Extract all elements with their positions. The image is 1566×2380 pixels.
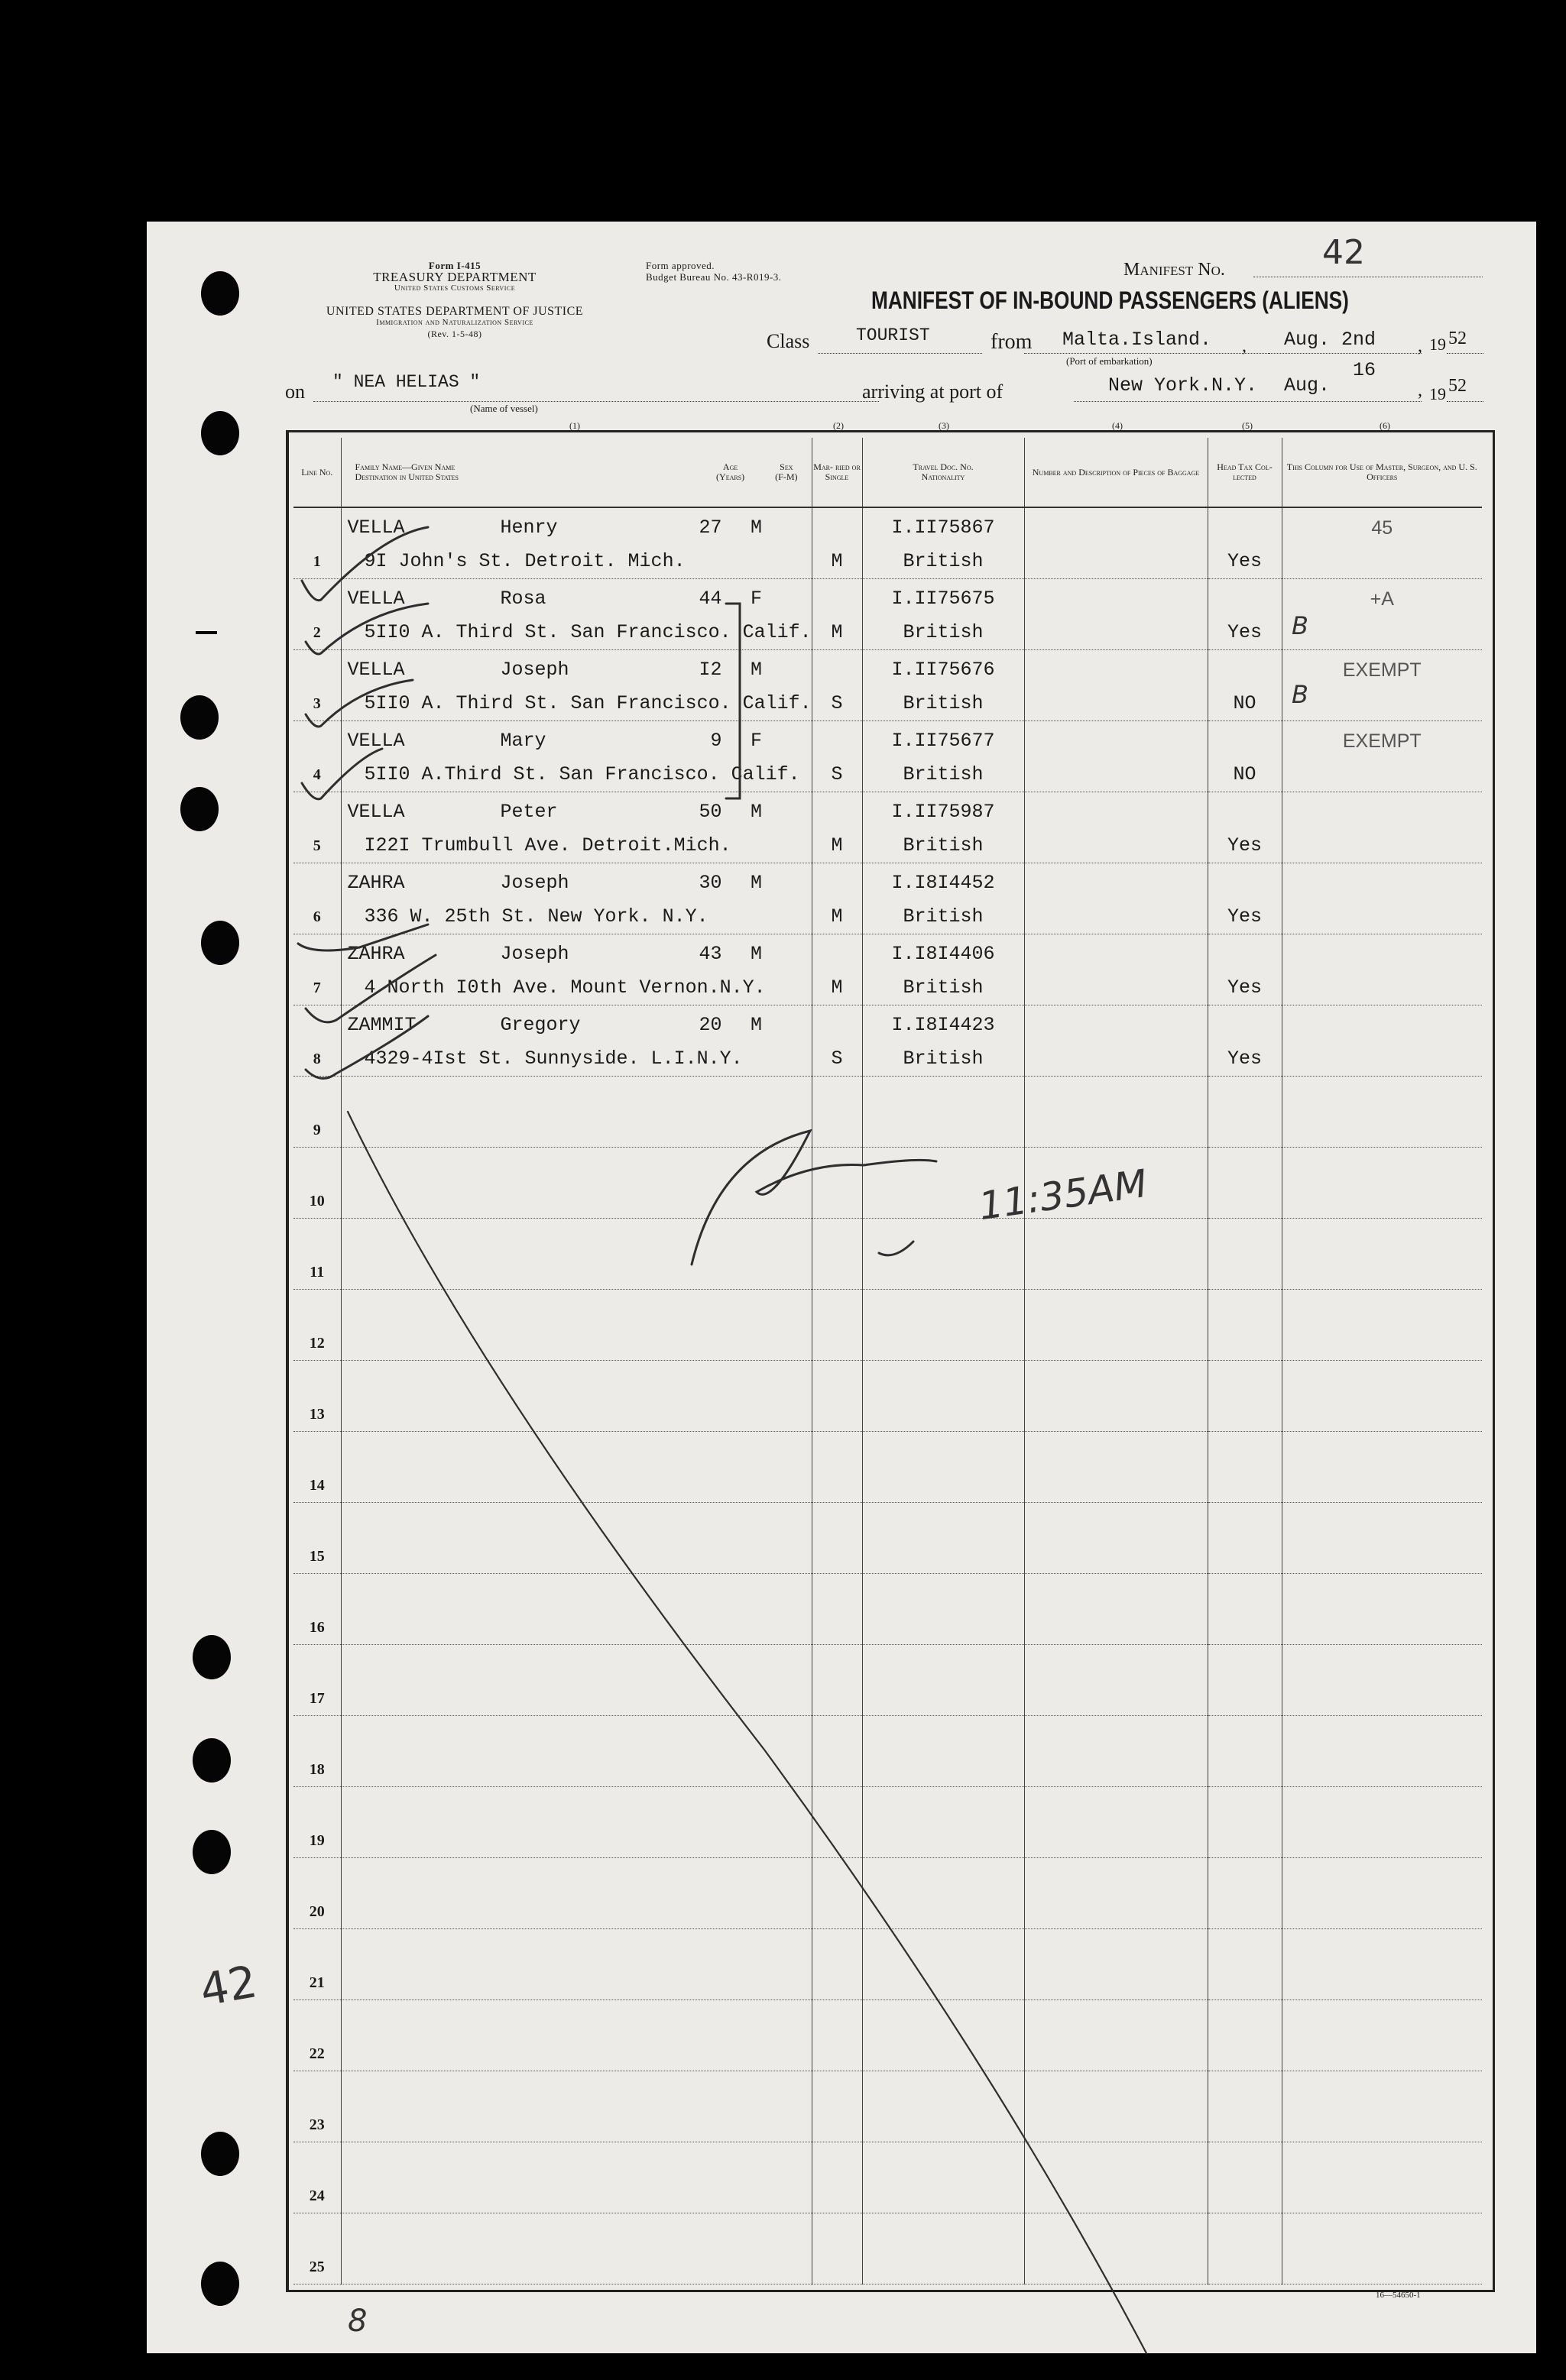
cell-age: 43 (699, 943, 722, 965)
from-value: Malta.Island. (1062, 329, 1212, 351)
manifest-no-label: Manifest No. (1123, 260, 1225, 280)
cell-given: Joseph (500, 659, 569, 681)
cell-doc: I.II75987 (891, 801, 995, 823)
check-mark (306, 604, 428, 654)
cell-dest: 9I John's St. Detroit. Mich. (364, 550, 686, 572)
revision-label: (Rev. 1-5-48) (427, 329, 482, 339)
arrival-year: 52 (1448, 376, 1467, 396)
cell-sex: M (750, 516, 762, 539)
cell-sex: F (750, 588, 762, 610)
cell-line: 4 (313, 766, 321, 783)
cell-line: 16 (309, 1619, 325, 1636)
year-prefix: 19 (1429, 335, 1446, 354)
cell-line: 3 (313, 695, 321, 712)
cell-line: 1 (313, 553, 321, 570)
treasury-label: TREASURY DEPARTMENT (373, 270, 537, 284)
bracket (726, 604, 740, 798)
cell-given: Rosa (500, 588, 546, 610)
cell-surname: VELLA (347, 730, 405, 752)
customs-label: United States Customs Service (394, 283, 516, 293)
cell-line: 12 (309, 1335, 325, 1352)
signature (692, 1131, 936, 1264)
on-label: on (285, 380, 305, 403)
cell-doc: I.II75677 (891, 730, 995, 752)
cell-nat: British (903, 1048, 984, 1070)
cell-dest: 4329-4Ist St. Sunnyside. L.I.N.Y. (364, 1048, 743, 1070)
approved-label: Form approved. (646, 260, 715, 271)
cell-age: 20 (699, 1014, 722, 1036)
cell-off: EXEMPT (1342, 659, 1422, 681)
cell-sex: F (750, 730, 762, 752)
check-mark (298, 924, 428, 950)
arrival-port: New York.N.Y. (1108, 374, 1258, 397)
cell-sex: M (750, 659, 762, 681)
tax-mark-b: B (1292, 611, 1308, 640)
col-num-4: (4) (1112, 420, 1123, 431)
cell-line: 19 (309, 1832, 325, 1849)
check-mark (306, 680, 413, 727)
year-prefix-2: 19 (1429, 384, 1446, 403)
from-label: from (991, 330, 1033, 354)
cell-surname: VELLA (347, 801, 405, 823)
cell-ms: M (831, 550, 843, 572)
col-header-name-label: Family Name—Given Name (355, 461, 456, 472)
cell-line: 20 (309, 1903, 325, 1920)
cell-nat: British (903, 550, 984, 572)
cell-age: 44 (699, 588, 722, 610)
cell-ms: S (831, 692, 843, 714)
tax-mark-b: B (1292, 680, 1308, 709)
check-mark (306, 955, 436, 1022)
col-header-age: Age (722, 461, 738, 472)
form-number: Form I-415 (428, 260, 481, 271)
cell-line: 24 (309, 2187, 325, 2204)
budget-label: Budget Bureau No. 43-R019-3. (646, 271, 782, 283)
col-num-3: (3) (939, 420, 949, 431)
arrival-month: Aug. (1284, 374, 1331, 397)
col-num-6: (6) (1380, 420, 1390, 431)
departure-year: 52 (1448, 329, 1467, 348)
vessel-caption: (Name of vessel) (470, 403, 538, 414)
cell-given: Gregory (500, 1014, 581, 1036)
cell-off: +A (1370, 588, 1394, 610)
cell-line: 15 (309, 1548, 325, 1565)
cell-line: 10 (309, 1193, 325, 1209)
col-header-officers: This Column for Use of Master, Surgeon, and U. S. Officers (1282, 438, 1482, 507)
cell-line: 25 (309, 2259, 325, 2275)
cell-line: 23 (309, 2116, 325, 2133)
manifest-no-value: 42 (1322, 233, 1365, 272)
cell-sex: M (750, 943, 762, 965)
cell-surname: ZAHRA (347, 872, 405, 894)
cell-given: Peter (500, 801, 558, 823)
page-bottom-mark: 8 (348, 2304, 368, 2339)
cell-tax: Yes (1227, 834, 1262, 856)
cell-line: 21 (309, 1974, 325, 1991)
cell-surname: VELLA (347, 588, 405, 610)
col-num-5: (5) (1242, 420, 1253, 431)
cell-ms: S (831, 763, 843, 785)
cell-line: 7 (313, 980, 321, 996)
cell-nat: British (903, 834, 984, 856)
col-header-baggage: Number and Description of Pieces of Baggage (1024, 438, 1208, 507)
cell-tax: Yes (1227, 621, 1262, 643)
cell-age: 27 (699, 516, 722, 539)
cell-dest: 4 North I0th Ave. Mount Vernon.N.Y. (364, 976, 766, 999)
cell-nat: British (903, 976, 984, 999)
cell-age: I2 (699, 659, 722, 681)
cell-doc: I.I8I4423 (891, 1014, 995, 1036)
arrival-day: 16 (1353, 359, 1376, 381)
cell-age: 30 (699, 872, 722, 894)
cell-given: Mary (500, 730, 546, 752)
col-header-headtax: Head Tax Col- lected (1208, 438, 1282, 507)
cell-dest: 5II0 A. Third St. San Francisco. Calif. (364, 621, 812, 643)
cell-off: 45 (1371, 517, 1393, 539)
cell-doc: I.I8I4452 (891, 872, 995, 894)
col-header-sex-unit: (F-M) (775, 471, 798, 482)
check-mark (306, 1016, 428, 1078)
cell-doc: I.II75676 (891, 659, 995, 681)
col-num-1: (1) (569, 420, 580, 431)
cell-line: 17 (309, 1690, 325, 1707)
col-header-married: Mar- ried or Single (812, 438, 862, 507)
col-header-travel: Travel Doc. No. Nationality (862, 438, 1024, 507)
port-embark-caption: (Port of embarkation) (1066, 355, 1153, 367)
justice-label: UNITED STATES DEPARTMENT OF JUSTICE (326, 305, 584, 318)
col-header-line: Line No. (293, 438, 341, 507)
cell-tax: NO (1233, 763, 1256, 785)
time-note: 11:35AM (976, 1161, 1150, 1229)
margin-number: 42 (196, 1955, 261, 2016)
cell-surname: ZAHRA (347, 943, 405, 965)
cell-dest: 5II0 A.Third St. San Francisco. Calif. (364, 763, 800, 785)
cell-nat: British (903, 763, 984, 785)
cell-line: 8 (313, 1051, 321, 1067)
footer-code: 16—54650-1 (1376, 2291, 1421, 2300)
cell-doc: I.I8I4406 (891, 943, 995, 965)
cell-line: 2 (313, 624, 321, 641)
cell-sex: M (750, 872, 762, 894)
cell-line: 13 (309, 1406, 325, 1423)
cell-surname: ZAMMIT (347, 1014, 417, 1036)
cell-line: 6 (313, 908, 321, 925)
cell-tax: Yes (1227, 550, 1262, 572)
cell-surname: VELLA (347, 516, 405, 539)
cell-nat: British (903, 905, 984, 928)
col-header-dest-label: Destination in United States (355, 471, 459, 482)
col-num-2: (2) (833, 420, 844, 431)
cell-sex: M (750, 1014, 762, 1036)
cell-sex: M (750, 801, 762, 823)
cell-line: 5 (313, 837, 321, 854)
cell-line: 22 (309, 2045, 325, 2062)
check-mark (302, 527, 428, 601)
ins-label: Immigration and Naturalization Service (376, 318, 533, 327)
cell-dest: 336 W. 25th St. New York. N.Y. (364, 905, 708, 928)
col-header-sex: Sex (780, 461, 793, 472)
class-value: TOURIST (856, 325, 930, 345)
cell-tax: Yes (1227, 905, 1262, 928)
cell-doc: I.II75867 (891, 516, 995, 539)
col-header-age-unit: (Years) (716, 471, 745, 482)
class-label: Class (767, 330, 810, 352)
cell-surname: VELLA (347, 659, 405, 681)
cell-nat: British (903, 621, 984, 643)
cell-ms: M (831, 621, 843, 643)
cell-doc: I.II75675 (891, 588, 995, 610)
cell-given: Joseph (500, 872, 569, 894)
cell-line: 14 (309, 1477, 325, 1494)
manifest-title: MANIFEST OF IN-BOUND PASSENGERS (ALIENS) (871, 287, 1349, 314)
cell-given: Joseph (500, 943, 569, 965)
cell-tax: Yes (1227, 1048, 1262, 1070)
cell-ms: M (831, 834, 843, 856)
cell-ms: M (831, 905, 843, 928)
cell-age: 9 (710, 730, 722, 752)
vessel-name: " NEA HELIAS " (332, 372, 481, 392)
cell-given: Henry (500, 516, 558, 539)
cell-line: 11 (310, 1264, 325, 1281)
cell-line: 18 (309, 1761, 325, 1778)
cell-dest: 5II0 A. Third St. San Francisco. Calif. (364, 692, 812, 714)
cell-line: 9 (313, 1122, 321, 1138)
departure-date: Aug. 2nd (1284, 329, 1376, 351)
cell-ms: S (831, 1048, 843, 1070)
cell-nat: British (903, 692, 984, 714)
cell-ms: M (831, 976, 843, 999)
cancel-diagonal-line (348, 1112, 1146, 2353)
cell-tax: NO (1233, 692, 1256, 714)
check-mark (302, 749, 382, 799)
cell-dest: I22I Trumbull Ave. Detroit.Mich. (364, 834, 731, 856)
cell-age: 50 (699, 801, 722, 823)
arriving-label: arriving at port of (862, 380, 1003, 403)
cell-off: EXEMPT (1342, 730, 1422, 752)
cell-tax: Yes (1227, 976, 1262, 999)
